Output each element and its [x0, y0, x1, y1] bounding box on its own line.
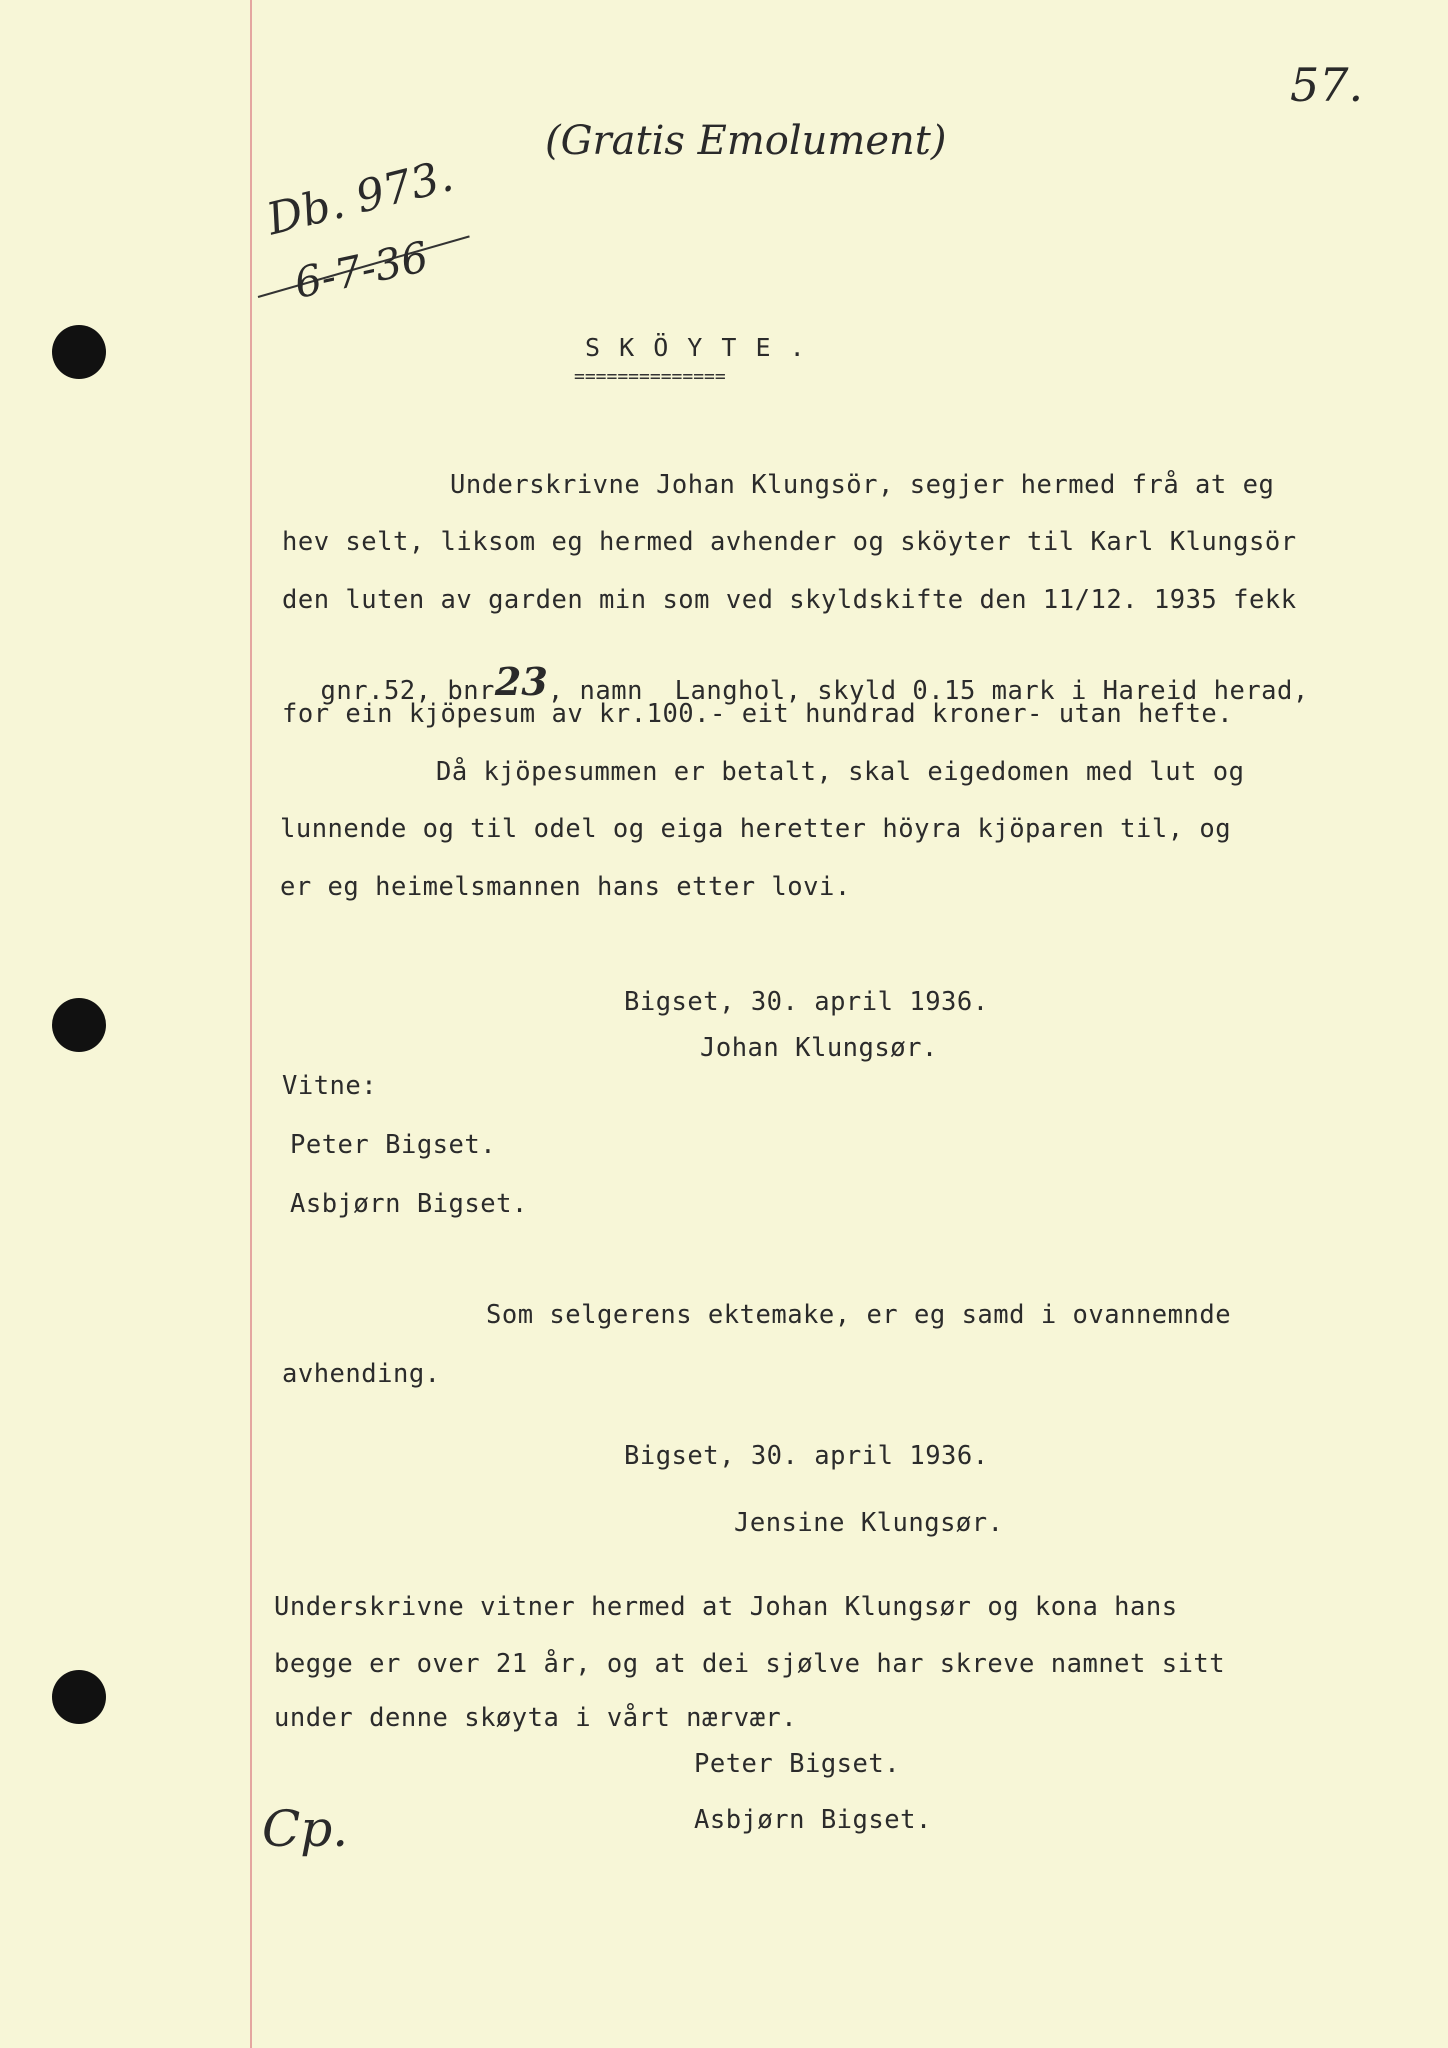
page-number: 57.: [1290, 58, 1364, 112]
witness-statement-line-1: Underskrivne vitner hermed at Johan Klungsør og kona hans: [274, 1592, 1178, 1622]
place-date-1: Bigset, 30. april 1936.: [624, 987, 989, 1017]
witness-statement-line-3: under denne skøyta i vårt nærvær.: [274, 1703, 798, 1733]
place-date-2: Bigset, 30. april 1936.: [624, 1441, 989, 1471]
spouse-consent-line-2: avhending.: [282, 1359, 441, 1389]
seller-signature: Johan Klungsør.: [700, 1033, 938, 1063]
margin-line: [250, 0, 252, 2048]
paragraph-1-line-5: for ein kjöpesum av kr.100.- eit hundrad kroner- utan hefte.: [282, 699, 1234, 729]
paragraph-1-line-2: hev selt, liksom eg hermed avhender og sköyter til Karl Klungsör: [282, 527, 1297, 557]
parcel-number-handwritten: 23: [494, 659, 548, 704]
punch-hole-top: [52, 325, 106, 379]
title-underline: ==============: [574, 366, 726, 387]
punch-hole-middle: [52, 998, 106, 1052]
paragraph-1-line-3: den luten av garden min som ved skyldskifte den 11/12. 1935 fekk: [282, 585, 1297, 615]
margin-note-reference: Db. 973.: [262, 150, 459, 246]
margin-note-date: 6-7-36: [290, 231, 433, 308]
document-title: S K Ö Y T E .: [585, 333, 807, 362]
witness-statement-line-2: begge er over 21 år, og at dei sjølve har skreve namnet sitt: [274, 1649, 1226, 1679]
spouse-consent-line-1: Som selgerens ektemake, er eg samd i ovannemnde: [486, 1300, 1232, 1330]
punch-hole-bottom: [52, 1670, 106, 1724]
paragraph-2-line-1: Då kjöpesummen er betalt, skal eigedomen med lut og: [436, 757, 1245, 787]
stamp-note: (Gratis Emolument): [545, 118, 947, 164]
statement-witness-2: Asbjørn Bigset.: [694, 1805, 932, 1835]
witness-label: Vitne:: [282, 1071, 378, 1101]
paragraph-2-line-3: er eg heimelsmannen hans etter lovi.: [280, 872, 851, 902]
statement-witness-1: Peter Bigset.: [694, 1749, 901, 1779]
witness-2: Asbjørn Bigset.: [290, 1189, 528, 1219]
parcel-prefix: gnr.52, bnr: [320, 675, 495, 706]
parcel-suffix: , namn Langhol, skyld 0.15 mark i Hareid herad,: [547, 675, 1309, 706]
spouse-signature: Jensine Klungsør.: [734, 1508, 1004, 1538]
witness-1: Peter Bigset.: [290, 1130, 497, 1160]
paragraph-1-line-1: Underskrivne Johan Klungsör, segjer hermed frå at eg: [450, 470, 1275, 500]
paragraph-2-line-2: lunnende og til odel og eiga heretter höyra kjöparen til, og: [280, 814, 1232, 844]
margin-initials: Cp.: [262, 1800, 349, 1858]
